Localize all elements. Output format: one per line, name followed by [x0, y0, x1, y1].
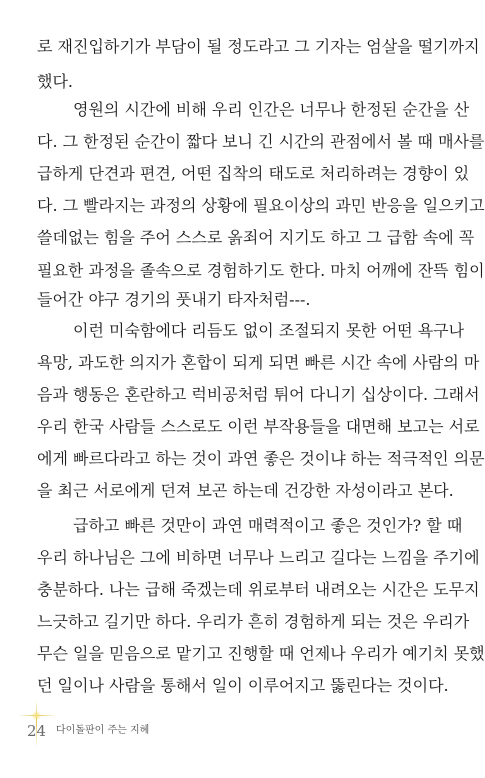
paragraph-first-line: 급하고 빠른 것만이 과연 매력적이고 좋은 것인가? 할 때	[73, 516, 463, 535]
text-line: 급하게 단견과 편견, 어떤 집착의 태도로 처리하려는 경향이 있	[37, 164, 470, 183]
text-line: 무슨 일을 믿음으로 맡기고 진행할 때 언제나 우리가 예기치 못했	[37, 644, 485, 663]
text-line: 을 최근 서로에게 던져 보곤 하는데 건강한 자성이라고 본다.	[37, 481, 454, 500]
text-line: 로 재진입하기가 부담이 될 정도라고 그 기자는 엄살을 떨기까지	[37, 37, 480, 56]
sparkle-star-icon	[32, 711, 41, 720]
text-line: 느긋하고 길기만 하다. 우리가 흔히 경험하게 되는 것은 우리가	[37, 612, 470, 631]
book-title: 다이돌판이 주는 지혜	[56, 725, 150, 736]
text-line: 다. 그 한정된 순간이 짧다 보니 긴 시간의 관점에서 볼 때 매사를	[37, 132, 485, 151]
page-footer	[0, 700, 470, 760]
page-number: 24	[27, 722, 47, 740]
text-line: 던 일이나 사람을 통해서 일이 이루어지고 뚫린다는 것이다.	[37, 676, 449, 695]
text-line: 다. 그 빨라지는 과정의 상황에 필요이상의 과민 반응을 일으키고	[37, 196, 485, 215]
text-line: 들어간 야구 경기의 풋내기 타자처럼---.	[37, 290, 311, 309]
text-line: 우리 하나님은 그에 비하면 너무나 느리고 길다는 느낌을 주기에	[37, 548, 480, 567]
text-line: 에게 빠르다라고 하는 것이 과연 좋은 것이냐 하는 적극적인 의문	[37, 449, 485, 468]
text-line: 욕망, 과도한 의지가 혼합이 되게 되면 빠른 시간 속에 사람의 마	[37, 353, 480, 372]
paragraph-first-line: 영원의 시간에 비해 우리 인간은 너무나 한정된 순간을 산	[73, 100, 470, 119]
text-line: 필요한 과정을 졸속으로 경험하기도 한다. 마치 어깨에 잔뜩 힘이	[37, 261, 485, 280]
text-line: 우리 한국 사람들 스스로도 이런 부작용들을 대면해 보고는 서로	[37, 417, 480, 436]
text-line: 했다.	[37, 72, 73, 91]
text-line: 충분하다. 나는 급해 죽겠는데 위로부터 내려오는 시간은 도무지	[37, 580, 480, 599]
text-line: 음과 행동은 혼란하고 럭비공처럼 튀어 다니기 십상이다. 그래서	[37, 385, 480, 404]
paragraph-first-line: 이런 미숙함에다 리듬도 없이 조절되지 못한 어떤 욕구나	[73, 321, 465, 340]
text-line: 쓸데없는 힘을 주어 스스로 옭죄어 지기도 하고 그 급함 속에 꼭	[37, 228, 475, 247]
